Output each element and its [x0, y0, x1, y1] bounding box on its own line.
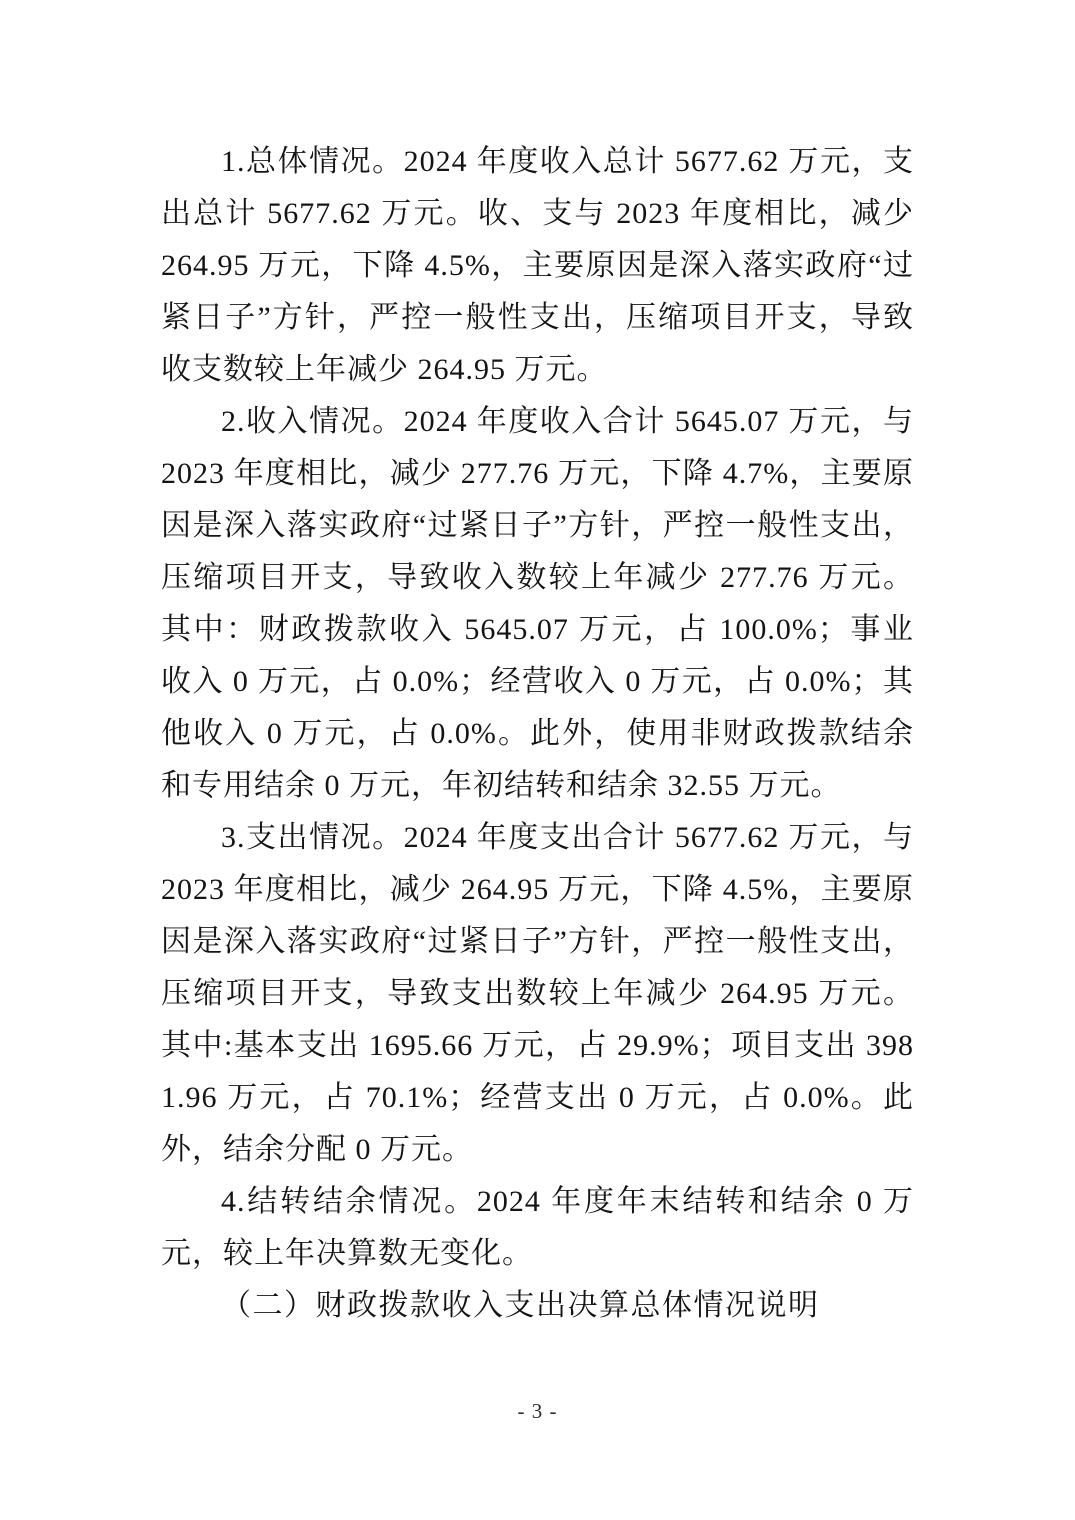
section-heading-fiscal-appropriation: （二）财政拨款收入支出决算总体情况说明	[221, 1289, 820, 1322]
paragraph-expenditure-situation: 3.支出情况。2024 年度支出合计 5677.62 万元，与 2023 年度相比，减少 264.95 万元，下降 4.5%，主要原因是深入落实政府“过紧日子”方针，严控一般性支出，压缩项目开支，导致支出数较上年减少 264.95 万元。其中:基本支出 1695.66 万元，占 29.9%；项目支出 3981.96 万元，占 70.1%；经营支出 0 万元，占 0.0%。此外，结余分配 0 万元。	[161, 821, 914, 1166]
page-number: - 3 -	[517, 1399, 558, 1423]
document-body	[161, 136, 914, 1332]
paragraph-carryover-situation: 4.结转结余情况。2024 年度年末结转和结余 0 万元，较上年决算数无变化。	[161, 1185, 914, 1270]
paragraph-income-situation: 2.收入情况。2024 年度收入合计 5645.07 万元，与 2023 年度相比，减少 277.76 万元，下降 4.7%，主要原因是深入落实政府“过紧日子”方针，严控一般性支出，压缩项目开支，导致收入数较上年减少 277.76 万元。其中：财政拨款收入 5645.07 万元，占 100.0%；事业收入 0 万元，占 0.0%；经营收入 0 万元，占 0.0%；其他收入 0 万元，占 0.0%。此外，使用非财政拨款结余和专用结余 0 万元，年初结转和结余 32.55 万元。	[161, 405, 914, 802]
paragraph-overall-situation: 1.总体情况。2024 年度收入总计 5677.62 万元，支出总计 5677.62 万元。收、支与 2023 年度相比，减少 264.95 万元，下降 4.5%，主要原因是深入落实政府“过紧日子”方针，严控一般性支出，压缩项目开支，导致收支数较上年减少 264.95 万元。	[161, 145, 914, 386]
